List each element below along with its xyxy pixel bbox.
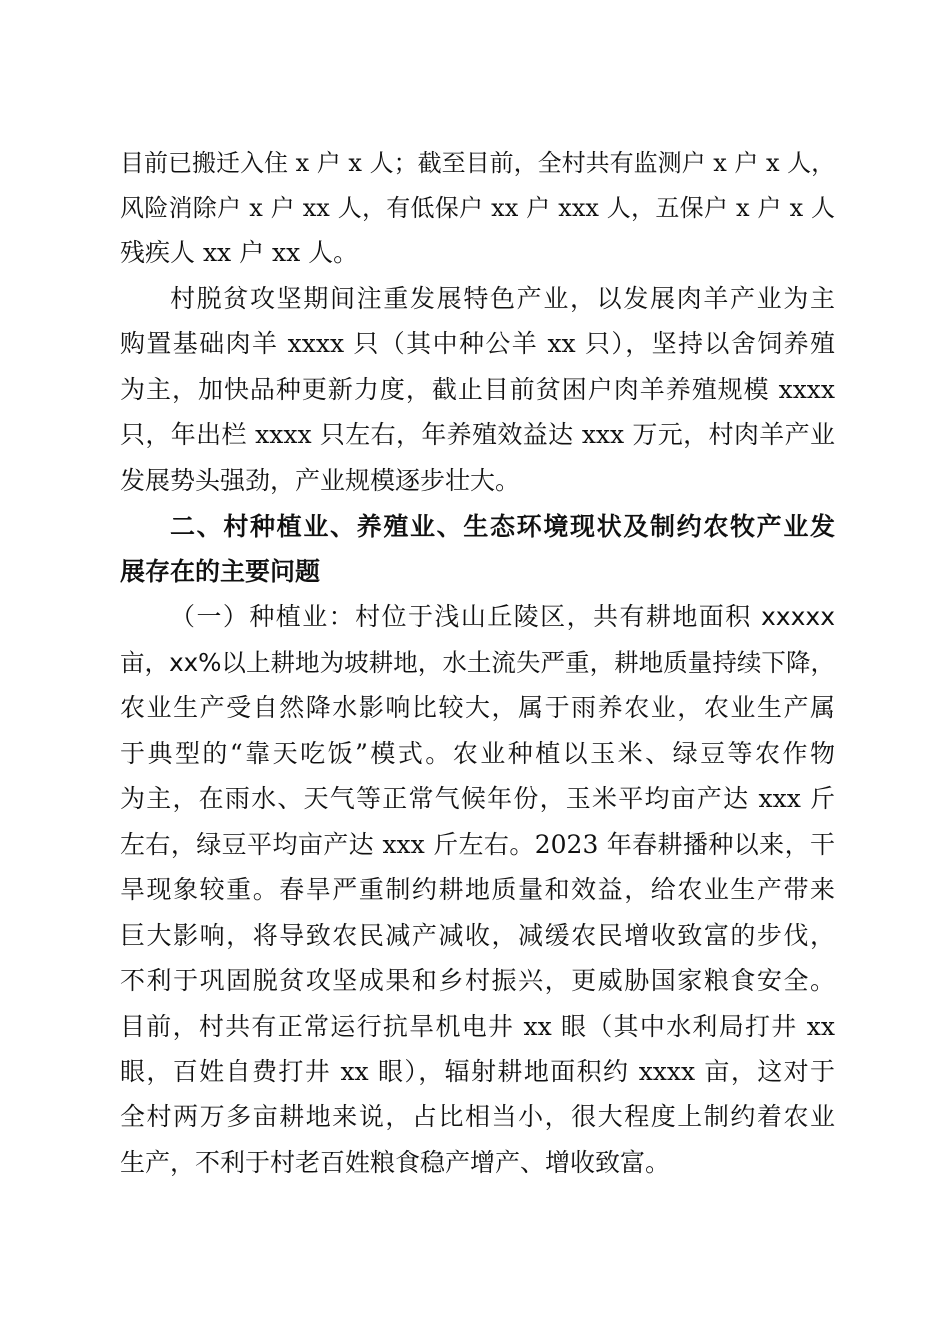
paragraph-line: 眼，百姓自费打井 xx 眼），辐射耕地面积约 xxxx 亩，这对于	[120, 1057, 835, 1086]
paragraph-line: 旱现象较重。春旱严重制约耕地质量和效益，给农业生产带来	[120, 875, 835, 904]
section-heading: 展存在的主要问题	[120, 557, 321, 586]
paragraph-line: 风险消除户 x 户 xx 人，有低保户 xx 户 xxx 人，五保户 x 户 x 人	[120, 194, 835, 222]
paragraph-line: 残疾人 xx 户 xx 人。	[120, 238, 359, 267]
section-heading: 二、村种植业、养殖业、生态环境现状及制约农牧产业发	[170, 512, 835, 541]
paragraph-line: 亩，xx%以上耕地为坡耕地，水土流失严重，耕地质量持续下降，	[120, 648, 835, 677]
paragraph-line: 为主，在雨水、天气等正常气候年份，玉米平均亩产达 xxx 斤	[120, 784, 835, 813]
paragraph-line: 不利于巩固脱贫攻坚成果和乡村振兴，更威胁国家粮食安全。	[120, 966, 835, 995]
paragraph-line: 于典型的“靠天吃饭”模式。农业种植以玉米、绿豆等农作物	[120, 739, 835, 768]
paragraph-line: 农业生产受自然降水影响比较大，属于雨养农业，农业生产属	[120, 693, 835, 722]
paragraph-line: 发展势头强劲，产业规模逐步壮大。	[120, 466, 521, 495]
paragraph-line: 只，年出栏 xxxx 只左右，年养殖效益达 xxx 万元，村肉羊产业	[120, 420, 835, 449]
paragraph-line: 为主，加快品种更新力度，截止目前贫困户肉羊养殖规模 xxxx	[120, 375, 835, 404]
paragraph-line: （一）种植业：村位于浅山丘陵区，共有耕地面积 xxxxx	[170, 602, 835, 631]
paragraph-line: 村脱贫攻坚期间注重发展特色产业，以发展肉羊产业为主	[170, 284, 835, 313]
paragraph-line: 全村两万多亩耕地来说，占比相当小，很大程度上制约着农业	[120, 1102, 835, 1131]
paragraph-line: 目前已搬迁入住 x 户 x 人；截至目前，全村共有监测户 x 户 x 人，	[120, 149, 836, 177]
paragraph-line: 生产，不利于村老百姓粮食稳产增产、增收致富。	[120, 1148, 671, 1177]
paragraph-line: 目前，村共有正常运行抗旱机电井 xx 眼（其中水利局打井 xx	[120, 1012, 835, 1041]
paragraph-line: 购置基础肉羊 xxxx 只（其中种公羊 xx 只），坚持以舍饲养殖	[120, 329, 835, 358]
paragraph-line: 左右，绿豆平均亩产达 xxx 斤左右。2023 年春耕播种以来，干	[120, 830, 835, 859]
paragraph-line: 巨大影响，将导致农民减产减收，减缓农民增收致富的步伐，	[120, 921, 835, 950]
